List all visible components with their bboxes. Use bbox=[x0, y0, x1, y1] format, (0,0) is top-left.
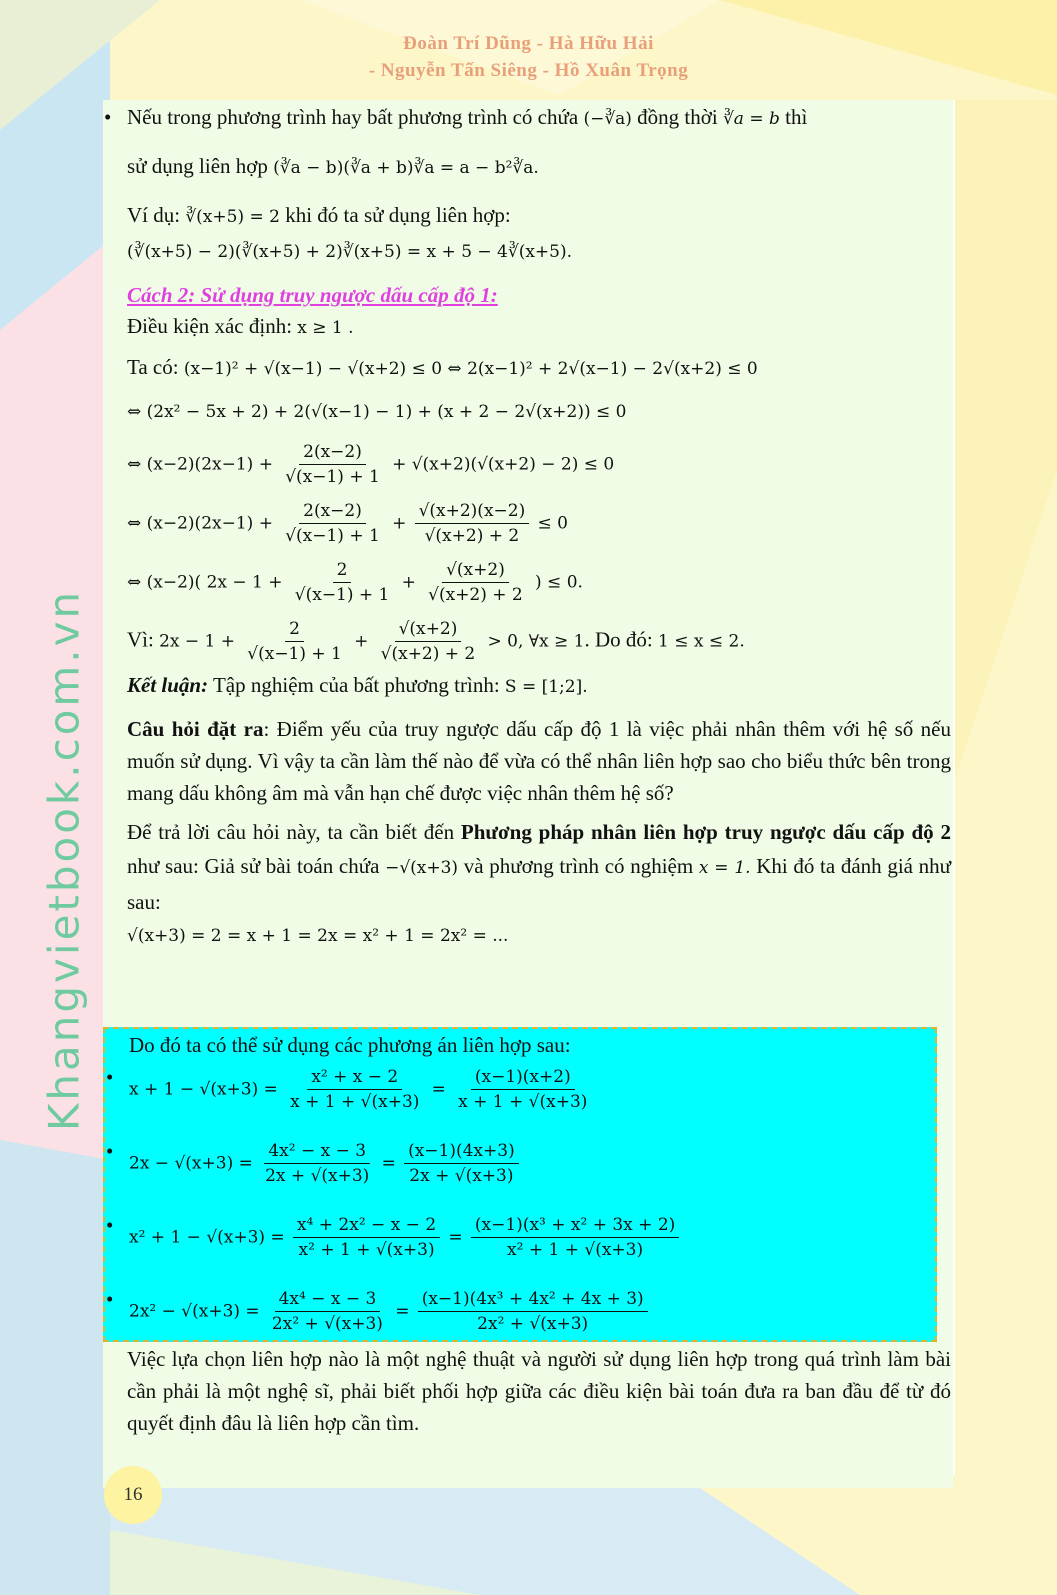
vi-num2: √(x+2) bbox=[395, 617, 462, 642]
watermark: Khangvietbook.com.vn bbox=[39, 588, 89, 1132]
conclusion-line bbox=[127, 670, 951, 703]
conj1-num1: x² + x − 2 bbox=[307, 1065, 402, 1090]
answer-text-c: và phương trình có nghiệm bbox=[463, 854, 694, 878]
bullet1-math-b: ∛a = b bbox=[722, 109, 780, 129]
conj1-den2: x + 1 + √(x+3) bbox=[458, 1092, 588, 1112]
vi-num1: 2 bbox=[285, 617, 304, 642]
bullet1-math-a: (−∛a) bbox=[583, 109, 632, 129]
method2-title: Cách 2: Sử dụng truy ngược dấu cấp độ 1: bbox=[127, 283, 498, 307]
conjugate-intro: Do đó ta có thể sử dụng các phương án liên hợp sau: bbox=[129, 1033, 571, 1057]
condition-line bbox=[127, 311, 951, 344]
eq4-post: ≤ 0 bbox=[537, 513, 568, 534]
conjugate-item-2: • 2x − √(x+3) = $\frac{\text{4x² − x − 3}}{2x + √(x+3)}$ = $\frac{(x-1)(4x+3)}{2x + √(x+3)}$ bbox=[129, 1139, 929, 1205]
answer-chain: √(x+3) = 2 = x + 1 = 2x = x² + 1 = 2x² = ... bbox=[127, 926, 509, 946]
eq5-post: ) ≤ 0. bbox=[535, 572, 583, 593]
vi-den2: √(x+2) + 2 bbox=[380, 644, 476, 664]
eq5-den1: √(x−1) + 1 bbox=[294, 585, 390, 605]
conclusion-set: S = [1;2]. bbox=[504, 677, 588, 697]
bullet1-text-c: thì bbox=[785, 105, 808, 129]
example-label: Ví dụ: bbox=[127, 203, 181, 227]
conj3-num1: x⁴ + 2x² − x − 2 bbox=[293, 1213, 440, 1238]
answer-method-name: Phương pháp nhân liên hợp truy ngược dấu cấp độ 2 bbox=[460, 820, 952, 844]
conjugate-box-content bbox=[129, 1031, 929, 1353]
example-tail: khi đó ta sử dụng liên hợp: bbox=[285, 203, 511, 227]
eq3-line bbox=[127, 440, 951, 489]
conj2-num2: (x−1)(4x+3) bbox=[404, 1139, 519, 1164]
conj3-lhs: x² + 1 − √(x+3) = bbox=[129, 1227, 285, 1248]
conclusion-label: Kết luận: bbox=[127, 673, 209, 697]
eq4-fraction-2 bbox=[415, 499, 530, 548]
eq5-num2: √(x+2) bbox=[442, 558, 509, 583]
answer-math-b: x = 1. bbox=[698, 858, 751, 878]
conj1-fraction-2 bbox=[454, 1065, 591, 1114]
conclusion-text: Tập nghiệm của bất phương trình: bbox=[212, 673, 500, 697]
eq3-pre: ⇔ (x−2)(2x−1) + bbox=[127, 454, 273, 475]
conj3-fraction-2 bbox=[471, 1213, 679, 1262]
conj4-den2: 2x² + √(x+3) bbox=[477, 1314, 589, 1334]
conj2-den1: 2x + √(x+3) bbox=[265, 1166, 370, 1186]
vi-line: Vì: 2x − 1 + $\frac{2}{√(x-1) + 1}$ + $\frac{√(x+2)}{√(x+2) + 2}$ > 0, ∀x ≥ 1. Do đó: 1 ≤ x ≤ 2. bbox=[127, 619, 745, 664]
conj2-fraction-1 bbox=[261, 1139, 373, 1188]
answer-math-a: −√(x+3) bbox=[385, 858, 459, 878]
eq3-fraction bbox=[281, 440, 384, 489]
eq4-fraction-1 bbox=[281, 499, 384, 548]
eq1-line bbox=[127, 352, 951, 385]
vi-result: 1 ≤ x ≤ 2. bbox=[658, 631, 745, 652]
eq5-den2: √(x+2) + 2 bbox=[428, 585, 523, 605]
vi-label: Vì: bbox=[127, 627, 154, 652]
question-text: : Điểm yếu của truy ngược dấu cấp độ 1 là việc phải nhân thêm với hệ số nếu muốn sử dụng. Vì vậy ta cần làm thế nào để vừa có thể nhân liên hợp sao cho biểu thức bên trong mang dấu không âm mà vẫn hạn chế được việc nhân thêm hệ số? bbox=[127, 717, 951, 805]
conj2-num1: 4x² − x − 3 bbox=[264, 1139, 370, 1164]
answer-text-b: như sau: Giả sử bài toán chứa bbox=[127, 854, 380, 878]
example-expansion: (∛(x+5) − 2)(∛(x+5) + 2)∛(x+5) = x + 5 − 4∛(x+5). bbox=[127, 242, 573, 262]
conjugate-item-1: • x + 1 − √(x+3) = $\frac{\text{x² + x − 2}}{x + 1 + √(x+3)}$ = $\frac{(x-1)(x+2)}{x + 1 + √(x+3)}$ bbox=[129, 1065, 929, 1131]
conj4-fraction-1 bbox=[268, 1287, 387, 1336]
vi-den1: √(x−1) + 1 bbox=[247, 644, 342, 664]
vi-fraction-1 bbox=[243, 617, 346, 666]
conj1-num2: (x−1)(x+2) bbox=[471, 1065, 575, 1090]
eq4-line: ⇔ (x−2)(2x−1) + $\frac{2(x-2)}{√(x-1) + 1}$ + $\frac{√(x+2)(x-2)}{√(x+2) + 2}$ ≤ 0 bbox=[127, 501, 568, 546]
conjugate-item-3: • x² + 1 − √(x+3) = $\frac{\text{x⁴ + 2x² − x − 2}}{\text{x² + 1 + √(x+3)}}$ = $\frac{\text{(x−1)(x³ + x² + 3x + 2)}}{\text{x² + 1 + √(x+3)}}$ bbox=[129, 1213, 929, 1279]
answer-text-a: Để trả lời câu hỏi này, ta cần biết đến bbox=[127, 820, 455, 844]
eq4-den2: √(x+2) + 2 bbox=[424, 526, 520, 546]
content bbox=[127, 100, 951, 952]
eq3-num: 2(x−2) bbox=[299, 440, 366, 465]
eq4-den1: √(x−1) + 1 bbox=[285, 526, 380, 546]
eq1: (x−1)² + √(x−1) − √(x+2) ≤ 0 ⇔ 2(x−1)² + 2√(x−1) − 2√(x+2) ≤ 0 bbox=[183, 359, 758, 379]
eq5-fraction-2 bbox=[424, 558, 527, 607]
closing-paragraph: Việc lựa chọn liên hợp nào là một nghệ thuật và người sử dụng liên hợp trong quá trình làm bài cần phải là một nghệ sĩ, phải biết phối hợp giữa các điều kiện bài toán đưa ra ban đầu để từ đó quyết định đâu là liên hợp cần tìm. bbox=[127, 1347, 951, 1435]
vi-post: > 0, ∀x ≥ 1 bbox=[487, 631, 585, 652]
vi-tail: . Do đó: bbox=[584, 627, 653, 652]
eq2: ⇔ (2x² − 5x + 2) + 2(√(x−1) − 1) + (x + 2 − 2√(x+2)) ≤ 0 bbox=[127, 402, 627, 422]
bullet1-text-a: Nếu trong phương trình hay bất phương trình có chứa bbox=[127, 105, 579, 129]
header-authors-line1: Đoàn Trí Dũng - Hà Hữu Hải bbox=[403, 33, 654, 54]
conj1-fraction-1 bbox=[286, 1065, 423, 1114]
eq4-pre: ⇔ (x−2)(2x−1) + bbox=[127, 513, 273, 534]
conj4-den1: 2x² + √(x+3) bbox=[271, 1314, 383, 1334]
eq4-num2: √(x+2)(x−2) bbox=[415, 499, 530, 524]
vi-pre: 2x − 1 + bbox=[159, 631, 236, 652]
example-eq: ∛(x+5) = 2 bbox=[185, 207, 280, 227]
bullet1-text-d: sử dụng liên hợp bbox=[127, 154, 268, 178]
bullet-cube-root bbox=[127, 102, 951, 135]
conj4-num2: (x−1)(4x³ + 4x² + 4x + 3) bbox=[418, 1287, 648, 1312]
condition-label: Điều kiện xác định: bbox=[127, 314, 293, 338]
conj2-fraction-2 bbox=[404, 1139, 519, 1188]
method2-title-line bbox=[127, 280, 951, 311]
conj4-lhs: 2x² − √(x+3) = bbox=[129, 1301, 260, 1322]
eq5-line: ⇔ (x−2)( 2x − 1 + $\frac{2}{√(x-1) + 1}$ + $\frac{√(x+2)}{√(x+2) + 2}$ ) ≤ 0. bbox=[127, 560, 583, 605]
conj3-num2: (x−1)(x³ + x² + 3x + 2) bbox=[471, 1213, 679, 1238]
conj3-den2: x² + 1 + √(x+3) bbox=[507, 1240, 644, 1260]
eq3-post: + √(x+2)(√(x+2) − 2) ≤ 0 bbox=[392, 454, 615, 475]
conj2-lhs: 2x − √(x+3) = bbox=[129, 1153, 253, 1174]
bullet1-text-b: đồng thời bbox=[637, 105, 718, 129]
taco-label: Ta có: bbox=[127, 355, 179, 379]
running-header bbox=[0, 30, 1057, 84]
eq4-num1: 2(x−2) bbox=[299, 499, 366, 524]
answer-text-d: Khi đó ta đánh giá như sau: bbox=[127, 854, 952, 914]
bullet1-math-c: (∛a − b)(∛a + b)∛a = a − b²∛a. bbox=[273, 158, 539, 178]
condition-value: x ≥ 1 . bbox=[297, 318, 354, 338]
header-authors-line2: - Nguyễn Tấn Siêng - Hồ Xuân Trọng bbox=[368, 60, 689, 81]
answer-paragraph bbox=[127, 815, 951, 919]
vi-fraction-2 bbox=[377, 617, 480, 666]
eq5-num1: 2 bbox=[333, 558, 352, 583]
conj3-fraction-1 bbox=[293, 1213, 440, 1262]
eq5-fraction-1 bbox=[291, 558, 394, 607]
conjugate-item-4: • 2x² − √(x+3) = $\frac{\text{4x⁴ − x − 3}}{\text{2x² + √(x+3)}}$ = $\frac{\text{(x−1)(4x³ + 4x² + 4x + 3)}}{\text{2x² + √(x+3)}}$ bbox=[129, 1287, 929, 1353]
conj3-den1: x² + 1 + √(x+3) bbox=[298, 1240, 435, 1260]
eq3-den: √(x−1) + 1 bbox=[285, 467, 380, 487]
conj1-lhs: x + 1 − √(x+3) = bbox=[129, 1079, 278, 1100]
page-number: 16 bbox=[104, 1466, 162, 1524]
example-line bbox=[127, 200, 951, 233]
conj2-den2: 2x + √(x+3) bbox=[409, 1166, 514, 1186]
question-label: Câu hỏi đặt ra bbox=[127, 717, 264, 741]
eq5-pre: ⇔ (x−2)( 2x − 1 + bbox=[127, 572, 283, 593]
conj1-den1: x + 1 + √(x+3) bbox=[290, 1092, 420, 1112]
bullet1-line2 bbox=[127, 151, 951, 184]
conj4-num1: 4x⁴ − x − 3 bbox=[275, 1287, 381, 1312]
conjugate-box bbox=[103, 1027, 937, 1342]
conj4-fraction-2 bbox=[418, 1287, 648, 1336]
question-paragraph bbox=[127, 713, 951, 809]
